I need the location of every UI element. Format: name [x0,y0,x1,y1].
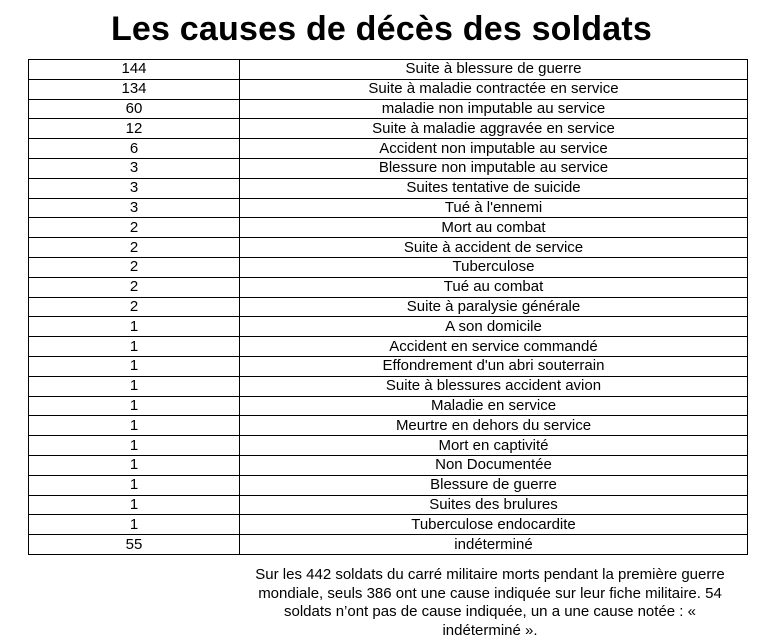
death-cause-cell: Suite à blessure de guerre [240,60,748,80]
table-row [29,396,748,416]
table-row [29,475,748,495]
death-count-cell: 2 [29,218,240,238]
causes-table-body [29,60,748,555]
table-row [29,436,748,456]
footnote-text: Sur les 442 soldats du carré militaire morts pendant la première guerre mondiale, seuls 386 ont une cause indiquée sur leur fiche militaire. 54 soldats n’ont pas de cause indiquée, un a une cause notée : « indéterminé ». [255,566,725,639]
table-row [29,515,748,535]
table-row [29,495,748,515]
death-cause-cell: Suites des brulures [240,495,748,515]
death-cause-cell: Tué à l'ennemi [240,198,748,218]
death-count-cell: 2 [29,238,240,258]
death-count-cell: 2 [29,257,240,277]
death-count-cell: 2 [29,277,240,297]
death-count-cell: 1 [29,376,240,396]
table-row [29,178,748,198]
death-count-cell: 1 [29,356,240,376]
table-row [29,535,748,555]
table-row [29,297,748,317]
death-cause-cell: Suite à maladie aggravée en service [240,119,748,139]
death-count-cell: 1 [29,515,240,535]
death-cause-cell: Tuberculose endocardite [240,515,748,535]
death-cause-cell: Blessure de guerre [240,475,748,495]
table-row [29,218,748,238]
death-cause-cell: Maladie en service [240,396,748,416]
death-cause-cell: Suite à paralysie générale [240,297,748,317]
death-count-cell: 1 [29,475,240,495]
table-row [29,376,748,396]
table-row [29,119,748,139]
death-cause-cell: Suite à blessures accident avion [240,376,748,396]
death-count-cell: 2 [29,297,240,317]
death-cause-cell: Suites tentative de suicide [240,178,748,198]
death-cause-cell: Mort au combat [240,218,748,238]
death-count-cell: 3 [29,198,240,218]
death-count-cell: 6 [29,139,240,159]
death-cause-cell: indéterminé [240,535,748,555]
death-count-cell: 3 [29,158,240,178]
table-row [29,198,748,218]
death-cause-cell: Accident en service commandé [240,337,748,357]
causes-table [28,59,748,555]
death-count-cell: 1 [29,436,240,456]
death-cause-cell: Meurtre en dehors du service [240,416,748,436]
death-cause-cell: Accident non imputable au service [240,139,748,159]
death-cause-cell: Tuberculose [240,257,748,277]
death-count-cell: 1 [29,396,240,416]
death-cause-cell: Tué au combat [240,277,748,297]
death-count-cell: 1 [29,455,240,475]
death-count-cell: 1 [29,337,240,357]
death-count-cell: 55 [29,535,240,555]
table-row [29,455,748,475]
death-count-cell: 134 [29,79,240,99]
table-row [29,416,748,436]
table-row [29,317,748,337]
death-cause-cell: Suite à maladie contractée en service [240,79,748,99]
table-row [29,238,748,258]
table-row [29,257,748,277]
table-row [29,337,748,357]
death-cause-cell: Non Documentée [240,455,748,475]
death-count-cell: 1 [29,416,240,436]
death-count-cell: 1 [29,317,240,337]
table-row [29,139,748,159]
table-row [29,79,748,99]
death-cause-cell: Suite à accident de service [240,238,748,258]
death-count-cell: 12 [29,119,240,139]
death-count-cell: 60 [29,99,240,119]
table-row [29,60,748,80]
death-cause-cell: Mort en captivité [240,436,748,456]
death-count-cell: 3 [29,178,240,198]
table-row [29,356,748,376]
page-title: Les causes de décès des soldats [110,10,653,48]
death-count-cell: 1 [29,495,240,515]
death-cause-cell: A son domicile [240,317,748,337]
death-count-cell: 144 [29,60,240,80]
death-cause-cell: maladie non imputable au service [240,99,748,119]
table-row [29,158,748,178]
death-cause-cell: Effondrement d'un abri souterrain [240,356,748,376]
table-row [29,99,748,119]
table-row [29,277,748,297]
death-cause-cell: Blessure non imputable au service [240,158,748,178]
